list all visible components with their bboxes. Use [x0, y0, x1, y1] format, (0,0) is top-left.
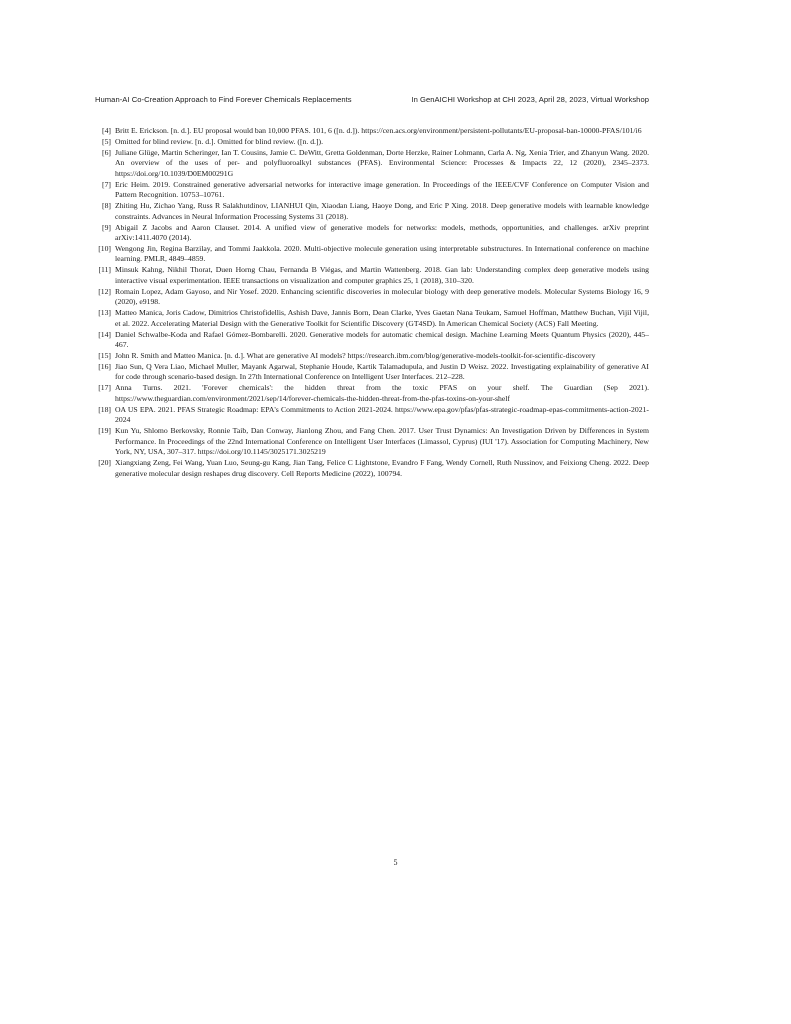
reference-number: [14] [98, 329, 111, 339]
reference-text: Wengong Jin, Regina Barzilay, and Tommi Jaakkola. 2020. Multi-objective molecule generation using interpretable substructures. In International conference on machine learning. PMLR, 4849–4859. [115, 244, 649, 264]
reference-item [95, 351, 649, 361]
reference-number: [15] [98, 351, 111, 361]
reference-number: [10] [98, 244, 111, 254]
reference-number: [4] [102, 126, 111, 135]
reference-item [95, 383, 649, 404]
reference-text: Anna Turns. 2021. 'Forever chemicals': the hidden threat from the toxic PFAS on your shelf. The Guardian (Sep 2021). https://www.theguardian.com/environment/2021/sep/14/forever-chemicals-the-hidden-threat-from-the-pfas-toxins-on-your-shelf [115, 383, 649, 403]
reference-number: [9] [102, 222, 111, 232]
reference-number: [6] [102, 148, 111, 157]
reference-item [95, 137, 649, 147]
reference-item [95, 362, 649, 383]
reference-number: [13] [98, 308, 111, 318]
reference-text: Eric Heim. 2019. Constrained generative adversarial networks for interactive image generation. In Proceedings of the IEEE/CVF Conference on Computer Vision and Pattern Recognition. 10753–10761. [115, 179, 649, 200]
reference-text: Xiangxiang Zeng, Fei Wang, Yuan Luo, Seung-gu Kang, Jian Tang, Felice C Lightstone, Evandro F Fang, Wendy Cornell, Ruth Nussinov, and Feixiong Cheng. 2022. Deep generative molecular design reshapes drug discovery. Cell Reports Medicine (2022), 100794. [115, 458, 649, 478]
reference-list [95, 126, 649, 480]
reference-item [95, 265, 649, 286]
page-number: 5 [393, 858, 398, 867]
reference-text: John R. Smith and Matteo Manica. [n. d.]. What are generative AI models? https://research.ibm.com/blog/generative-models-toolkit-for-scientific-discovery [115, 351, 596, 361]
reference-item [95, 126, 649, 136]
reference-number: [7] [102, 179, 111, 189]
reference-number: [17] [98, 383, 111, 393]
reference-item [95, 287, 649, 308]
reference-text: Britt E. Erickson. [n. d.]. EU proposal would ban 10,000 PFAS. 101, 6 ([n. d.]). https://cen.acs.org/environment/persistent-pollutants/EU-proposal-ban-10000-PFAS/101/i6 [115, 126, 642, 135]
reference-number: [8] [102, 201, 111, 211]
reference-item [95, 148, 649, 179]
reference-item [95, 308, 649, 329]
reference-item [95, 426, 649, 457]
reference-item [95, 405, 649, 426]
reference-item [95, 330, 649, 351]
reference-text: OA US EPA. 2021. PFAS Strategic Roadmap: EPA's Commitments to Action 2021-2024. https://www.epa.gov/pfas/pfas-strategic-roadmap-epas-commitments-action-2021-2024 [115, 404, 649, 425]
reference-number: [19] [98, 426, 111, 436]
reference-text: Minsuk Kahng, Nikhil Thorat, Duen Horng Chau, Fernanda B Viégas, and Martin Wattenberg. 2018. Gan lab: Understanding complex deep generative models using interactive visual experimentation. IEEE transactions on visualization and computer graphics 25, 1 (2018), 310–320. [115, 265, 649, 285]
reference-text: Romain Lopez, Adam Gayoso, and Nir Yosef. 2020. Enhancing scientific discoveries in molecular biology with deep generative models. Molecular Systems Biology 16, 9 (2020), e9198. [115, 286, 649, 307]
reference-text: Daniel Schwalbe-Koda and Rafael Gómez-Bombarelli. 2020. Generative models for automatic chemical design. Machine Learning Meets Quantum Physics (2020), 445–467. [115, 329, 649, 350]
reference-text: Juliane Glüge, Martin Scheringer, Ian T. Cousins, Jamie C. DeWitt, Gretta Goldenman, Dorte Herzke, Rainer Lohmann, Carla A. Ng, Xenia Trier, and Zhanyun Wang. 2020. An overview of the uses of per- and polyfluoroalkyl substances (PFAS). Environmental Science: Processes & Impacts 22, 12 (2020), 2345–2373. https://doi.org/10.1039/D0EM00291G [115, 148, 649, 178]
reference-number: [18] [98, 404, 111, 414]
reference-item [95, 458, 649, 479]
reference-text: Jiao Sun, Q Vera Liao, Michael Muller, Mayank Agarwal, Stephanie Houde, Kartik Talamadupula, and Justin D Weisz. 2022. Investigating explainability of generative AI for code through scenario-based design. In 27th International Conference on Intelligent User Interfaces. 212–228. [115, 362, 649, 382]
header-venue: In GenAICHI Workshop at CHI 2023, April 28, 2023, Virtual Workshop [411, 95, 649, 104]
reference-item [95, 223, 649, 244]
reference-number: [5] [102, 137, 111, 146]
reference-text: Omitted for blind review. [n. d.]. Omitted for blind review. ([n. d.]). [115, 137, 324, 146]
reference-number: [16] [98, 362, 111, 372]
reference-number: [12] [98, 286, 111, 296]
reference-number: [20] [98, 458, 111, 468]
reference-text: Kun Yu, Shlomo Berkovsky, Ronnie Taib, Dan Conway, Jianlong Zhou, and Fang Chen. 2017. User Trust Dynamics: An Investigation Driven by Differences in System Performance. In Proceedings of the 22nd International Conference on Intelligent User Interfaces (Limassol, Cyprus) (IUI '17). Association for Computing Machinery, New York, NY, USA, 307–317. https://doi.org/10.1145/3025171.3025219 [115, 426, 649, 457]
reference-text: Abigail Z Jacobs and Aaron Clauset. 2014. A unified view of generative models for networks: models, methods, opportunities, and challenges. arXiv preprint arXiv:1411.4070 (2014). [115, 222, 649, 243]
reference-text: Zhiting Hu, Zichao Yang, Russ R Salakhutdinov, LIANHUI Qin, Xiaodan Liang, Haoye Dong, and Eric P Xing. 2018. Deep generative models with learnable knowledge constraints. Advances in Neural Information Processing Systems 31 (2018). [115, 201, 649, 221]
header-title: Human-AI Co-Creation Approach to Find Forever Chemicals Replacements [95, 95, 352, 104]
reference-item [95, 244, 649, 265]
reference-item [95, 180, 649, 201]
running-header [95, 95, 649, 104]
reference-item [95, 201, 649, 222]
reference-text: Matteo Manica, Joris Cadow, Dimitrios Christofidellis, Ashish Dave, Jannis Born, Dean Clarke, Yves Gaetan Nana Teukam, Samuel Hoffman, Matthew Buchan, Vijil Vijil, et al. 2022. Accelerating Material Design with the Generative Toolkit for Scientific Discovery (GT4SD). In American Chemical Society (ACS) Fall Meeting. [115, 308, 649, 328]
reference-number: [11] [98, 265, 111, 275]
